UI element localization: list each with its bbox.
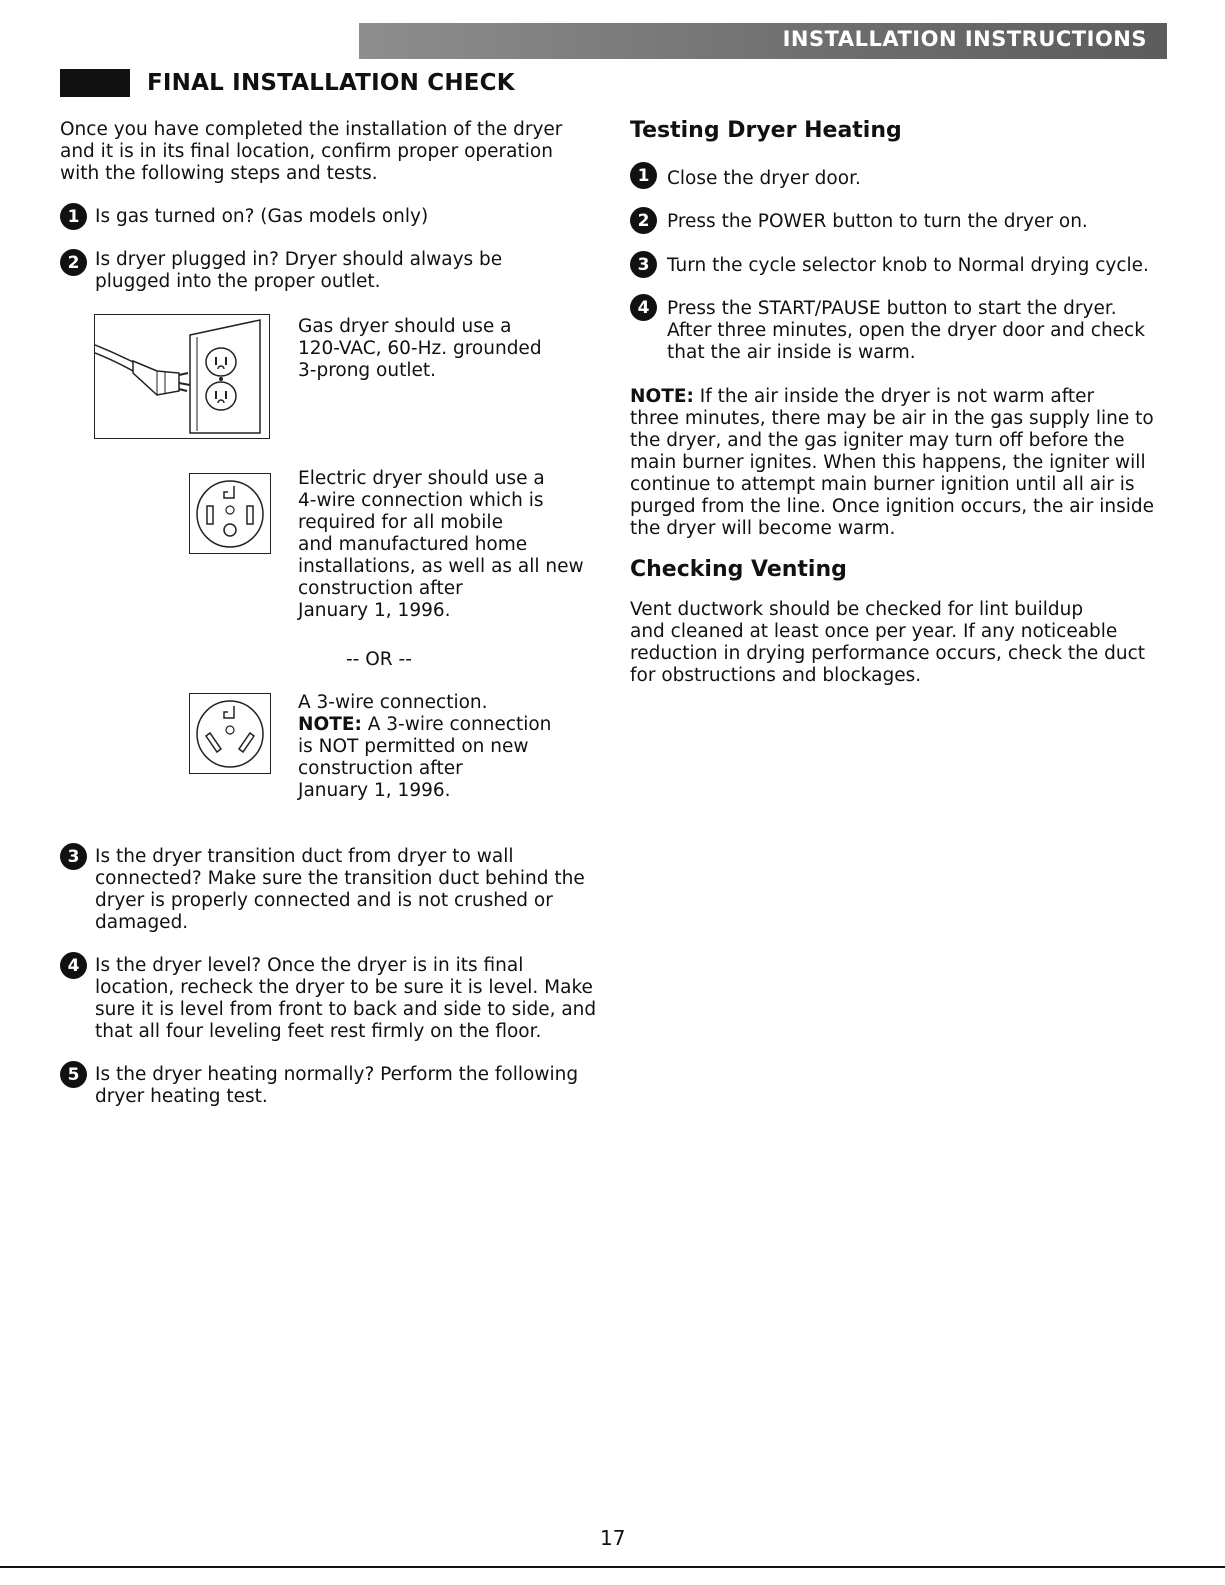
venting-heading: Checking Venting xyxy=(630,557,847,582)
step-number-5: 5 xyxy=(60,1061,87,1088)
venting-paragraph xyxy=(630,599,1145,687)
testing-step-number-3: 3 xyxy=(630,251,657,278)
section-title: FINAL INSTALLATION CHECK xyxy=(147,70,515,96)
step-line: Is dryer plugged in? Dryer should always be xyxy=(95,249,503,270)
intro-paragraph xyxy=(60,119,562,185)
gas-plug-outlet-icon xyxy=(94,314,270,439)
step-line: Is the dryer level? Once the dryer is in its final xyxy=(95,955,524,976)
testing-note xyxy=(630,386,1154,540)
footer-rule xyxy=(0,1566,1225,1568)
note-label: NOTE: xyxy=(630,386,694,407)
step-number-1: 1 xyxy=(60,203,87,230)
three-wire-receptacle-icon xyxy=(189,693,271,774)
gas-outlet-line: 3-prong outlet. xyxy=(298,360,437,381)
step-line: Is the dryer transition duct from dryer to wall xyxy=(95,846,514,867)
step-number-2: 2 xyxy=(60,249,87,276)
four-wire-line: Electric dryer should use a xyxy=(298,468,545,489)
note-text: A 3-wire connection xyxy=(361,714,552,735)
testing-step-line: that the air inside is warm. xyxy=(667,342,916,363)
three-wire-line: is NOT permitted on new xyxy=(298,736,529,757)
step-3-text xyxy=(95,846,585,934)
note-text: If the air inside the dryer is not warm after xyxy=(693,386,1095,407)
testing-step-line: Press the START/PAUSE button to start the dryer. xyxy=(667,298,1117,319)
step-number-4: 4 xyxy=(60,952,87,979)
step-line: dryer is properly connected and is not crushed or xyxy=(95,890,553,911)
testing-step-2-text xyxy=(667,211,1088,233)
four-wire-line: January 1, 1996. xyxy=(298,600,451,621)
venting-line: for obstructions and blockages. xyxy=(630,665,922,686)
venting-line: and cleaned at least once per year. If any noticeable xyxy=(630,621,1118,642)
step-line: location, recheck the dryer to be sure it is level. Make xyxy=(95,977,593,998)
testing-note-line: continue to attempt main burner ignition until all air is xyxy=(630,474,1135,495)
page-number: 17 xyxy=(600,1526,626,1550)
gas-outlet-line: Gas dryer should use a xyxy=(298,316,512,337)
intro-line: Once you have completed the installation of the dryer xyxy=(60,119,563,140)
gas-outlet-line: 120-VAC, 60-Hz. grounded xyxy=(298,338,542,359)
four-wire-line: required for all mobile xyxy=(298,512,503,533)
step-2-text xyxy=(95,249,502,293)
intro-line: with the following steps and tests. xyxy=(60,163,378,184)
four-wire-line: 4-wire connection which is xyxy=(298,490,544,511)
testing-step-3-text xyxy=(667,255,1149,277)
step-line: plugged into the proper outlet. xyxy=(95,271,381,292)
step-line: connected? Make sure the transition duct behind the xyxy=(95,868,585,889)
testing-heading: Testing Dryer Heating xyxy=(630,118,902,143)
testing-step-4-text xyxy=(667,298,1145,364)
step-line: Is gas turned on? (Gas models only) xyxy=(95,206,429,227)
testing-note-line: the dryer will become warm. xyxy=(630,518,896,539)
three-wire-note-line xyxy=(298,714,551,736)
testing-step-number-4: 4 xyxy=(630,294,657,321)
four-wire-line: installations, as well as all new xyxy=(298,556,584,577)
testing-step-line: After three minutes, open the dryer door and check xyxy=(667,320,1145,341)
four-wire-text xyxy=(298,468,584,622)
testing-note-line: main burner ignites. When this happens, the igniter will xyxy=(630,452,1146,473)
four-wire-line: and manufactured home xyxy=(298,534,528,555)
venting-line: reduction in drying performance occurs, check the duct xyxy=(630,643,1146,664)
section-marker xyxy=(60,69,130,97)
testing-note-line: the dryer, and the gas igniter may turn off before the xyxy=(630,430,1125,451)
step-line: that all four leveling feet rest firmly on the floor. xyxy=(95,1021,542,1042)
three-wire-line: A 3-wire connection. xyxy=(298,692,488,713)
step-line: damaged. xyxy=(95,912,189,933)
testing-note-line: purged from the line. Once ignition occurs, the air inside xyxy=(630,496,1154,517)
header-title: INSTALLATION INSTRUCTIONS xyxy=(782,27,1147,51)
step-1-text xyxy=(95,206,428,228)
step-line: sure it is level from front to back and side to side, and xyxy=(95,999,597,1020)
step-number-3: 3 xyxy=(60,843,87,870)
note-label: NOTE: xyxy=(298,714,362,735)
testing-step-line: Close the dryer door. xyxy=(667,168,861,189)
gas-outlet-text xyxy=(298,316,542,382)
testing-step-line: Turn the cycle selector knob to Normal drying cycle. xyxy=(667,255,1149,276)
intro-line: and it is in its final location, confirm proper operation xyxy=(60,141,553,162)
header-bar xyxy=(359,23,1167,59)
testing-step-line: Press the POWER button to turn the dryer on. xyxy=(667,211,1088,232)
section-heading xyxy=(60,68,515,98)
testing-step-1-text xyxy=(667,168,861,190)
venting-line: Vent ductwork should be checked for lint buildup xyxy=(630,599,1084,620)
three-wire-line: construction after xyxy=(298,758,463,779)
three-wire-line: January 1, 1996. xyxy=(298,780,451,801)
step-line: dryer heating test. xyxy=(95,1086,268,1107)
testing-step-number-1: 1 xyxy=(630,162,657,189)
four-wire-receptacle-icon xyxy=(189,473,271,554)
testing-note-line: three minutes, there may be air in the gas supply line to xyxy=(630,408,1154,429)
step-line: Is the dryer heating normally? Perform the following xyxy=(95,1064,579,1085)
four-wire-line: construction after xyxy=(298,578,463,599)
testing-note-line xyxy=(630,386,1154,408)
three-wire-text xyxy=(298,692,551,802)
step-5-text xyxy=(95,1064,578,1108)
or-label: -- OR -- xyxy=(346,649,412,670)
step-4-text xyxy=(95,955,596,1043)
testing-step-number-2: 2 xyxy=(630,207,657,234)
